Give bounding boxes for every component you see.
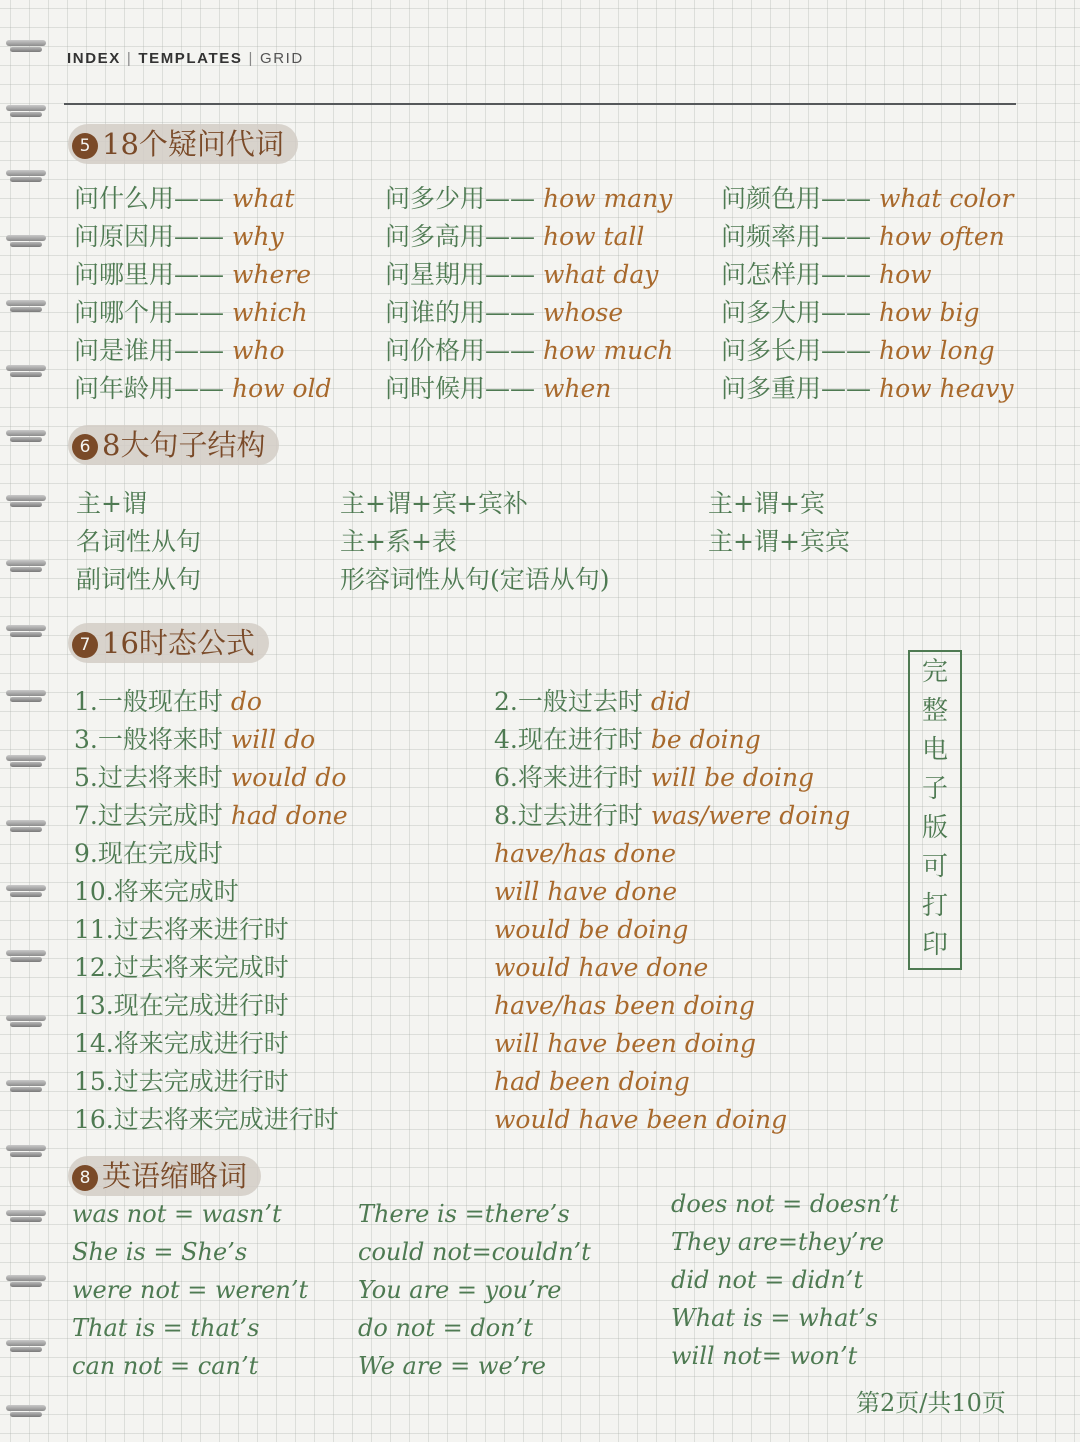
item-en: will be doing (650, 763, 815, 792)
item-en: did (650, 687, 691, 716)
item-en: when (542, 374, 612, 403)
contraction-item: will not= won’t (671, 1342, 858, 1370)
tense-item (74, 762, 346, 794)
binding-ring (6, 34, 46, 56)
item-en: how big (878, 298, 980, 327)
question-word-item (74, 297, 308, 329)
printable-note-box (908, 650, 962, 970)
binding-ring (6, 554, 46, 576)
item-cn: 问谁的用—— (385, 298, 536, 327)
question-word-item (721, 335, 995, 367)
note-char: 子 (921, 774, 948, 804)
question-word-item (721, 221, 1005, 253)
item-en: how many (542, 184, 673, 213)
item-cn: 3.一般将来时 (74, 725, 223, 754)
item-en: do (230, 687, 262, 716)
tense-formula: would have been doing (494, 1105, 788, 1134)
page-number: 第2页/共10页 (856, 1389, 1006, 1417)
contraction-item: They are=they’re (671, 1228, 885, 1256)
sentence-structure: 主+谓+宾 (708, 489, 825, 518)
item-cn: 问原因用—— (74, 222, 225, 251)
contraction-item: was not = wasn’t (72, 1200, 282, 1228)
note-char: 打 (921, 891, 948, 921)
binding-ring (6, 684, 46, 706)
tense-formula: have/has been doing (494, 991, 755, 1020)
item-cn: 1.一般现在时 (74, 687, 223, 716)
binding-ring (6, 99, 46, 121)
section-number: 8 (72, 1165, 98, 1191)
contraction-item: can not = can’t (72, 1352, 259, 1380)
section-title: 18个疑问代词 (102, 127, 284, 161)
binding-ring (6, 489, 46, 511)
binding-ring (6, 1334, 46, 1356)
note-char: 整 (921, 696, 948, 726)
tense-item (74, 724, 315, 756)
tense-name: 9.现在完成时 (74, 839, 223, 868)
item-cn: 问多大用—— (721, 298, 872, 327)
contraction-item: What is = what’s (671, 1304, 878, 1332)
contraction-item: could not=couldn’t (358, 1238, 591, 1266)
tense-formula: will have done (494, 877, 678, 906)
contraction-item: does not = doesn’t (671, 1190, 899, 1218)
tense-item (74, 686, 262, 718)
item-cn: 问多高用—— (385, 222, 536, 251)
tense-name: 11.过去将来进行时 (74, 915, 289, 944)
item-en: how old (231, 374, 332, 403)
question-word-item (385, 297, 623, 329)
section-title: 英语缩略词 (102, 1159, 248, 1193)
section-title: 16时态公式 (102, 626, 255, 660)
binding-ring (6, 619, 46, 641)
item-cn: 问怎样用—— (721, 260, 872, 289)
item-cn: 问颜色用—— (721, 184, 872, 213)
sentence-structure: 形容词性从句(定语从句) (340, 565, 610, 594)
contraction-item: She is = She’s (72, 1238, 248, 1266)
question-word-item (721, 259, 932, 291)
section-heading-7 (68, 623, 269, 663)
tense-name: 10.将来完成时 (74, 877, 239, 906)
binding-ring (6, 879, 46, 901)
tense-name: 14.将来完成进行时 (74, 1029, 289, 1058)
item-en: how tall (542, 222, 645, 251)
header-rule (64, 103, 1016, 105)
item-en: how heavy (878, 374, 1014, 403)
question-word-item (74, 221, 284, 253)
sentence-structure: 主+谓+宾宾 (708, 527, 850, 556)
note-char: 印 (921, 930, 948, 960)
question-word-item (385, 183, 672, 215)
binding-ring (6, 359, 46, 381)
item-cn: 5.过去将来时 (74, 763, 223, 792)
item-en: how much (542, 336, 674, 365)
binding-ring (6, 749, 46, 771)
question-word-item (385, 259, 658, 291)
section-heading-5 (68, 124, 298, 164)
item-cn: 问星期用—— (385, 260, 536, 289)
item-en: where (231, 260, 312, 289)
item-en: who (231, 336, 285, 365)
section-number: 6 (72, 434, 98, 460)
tense-item (494, 724, 761, 756)
tense-item (74, 800, 348, 832)
question-word-item (74, 373, 332, 405)
item-en: would do (230, 763, 347, 792)
note-char: 完 (921, 657, 948, 687)
item-cn: 问频率用—— (721, 222, 872, 251)
note-char: 版 (921, 813, 948, 843)
question-word-item (385, 335, 673, 367)
binding-ring (6, 814, 46, 836)
binding-ring (6, 944, 46, 966)
contraction-item: There is =there’s (358, 1200, 570, 1228)
sentence-structure: 主+系+表 (340, 527, 457, 556)
item-en: which (231, 298, 308, 327)
binding-ring (6, 1139, 46, 1161)
item-cn: 问哪个用—— (74, 298, 225, 327)
item-cn: 问哪里用—— (74, 260, 225, 289)
tense-formula: have/has done (494, 839, 677, 868)
item-cn: 问是谁用—— (74, 336, 225, 365)
binding-ring (6, 294, 46, 316)
tense-item (494, 686, 691, 718)
nav-grid[interactable]: GRID (259, 50, 304, 67)
binding-ring (6, 1204, 46, 1226)
binding-ring (6, 424, 46, 446)
tense-item (494, 800, 850, 832)
question-word-item (74, 335, 285, 367)
tense-formula: would have done (494, 953, 709, 982)
item-cn: 问多重用—— (721, 374, 872, 403)
sentence-structure: 主+谓+宾+宾补 (340, 489, 528, 518)
question-word-item (74, 183, 294, 215)
section-title: 8大句子结构 (102, 428, 266, 462)
item-cn: 问多长用—— (721, 336, 872, 365)
spiral-binding (0, 0, 52, 1442)
item-cn: 6.将来进行时 (494, 763, 643, 792)
item-en: whose (542, 298, 624, 327)
contraction-item: We are = we’re (358, 1352, 546, 1380)
tense-item (494, 762, 814, 794)
nav-templates[interactable]: TEMPLATES (138, 50, 243, 67)
question-word-item (721, 373, 1014, 405)
item-en: had done (230, 801, 348, 830)
tense-formula: had been doing (494, 1067, 690, 1096)
item-cn: 问时候用—— (385, 374, 536, 403)
binding-ring (6, 1074, 46, 1096)
section-heading-6 (68, 425, 279, 465)
tense-name: 16.过去将来完成进行时 (74, 1105, 339, 1134)
item-en: how (878, 260, 932, 289)
item-en: what day (542, 260, 659, 289)
binding-ring (6, 229, 46, 251)
item-cn: 问价格用—— (385, 336, 536, 365)
nav-index[interactable]: INDEX (67, 50, 121, 67)
contraction-item: You are = you’re (358, 1276, 562, 1304)
item-en: will do (230, 725, 316, 754)
item-en: what (231, 184, 295, 213)
tense-name: 15.过去完成进行时 (74, 1067, 289, 1096)
contraction-item: do not = don’t (358, 1314, 533, 1342)
item-en: what color (878, 184, 1014, 213)
nav-separator: | (248, 50, 254, 67)
item-cn: 8.过去进行时 (494, 801, 643, 830)
tense-name: 13.现在完成进行时 (74, 991, 289, 1020)
item-en: how long (878, 336, 995, 365)
item-cn: 问年龄用—— (74, 374, 225, 403)
section-heading-8 (68, 1156, 261, 1196)
binding-ring (6, 164, 46, 186)
tense-formula: would be doing (494, 915, 689, 944)
sentence-structure: 主+谓 (76, 489, 147, 518)
sentence-structure: 副词性从句 (76, 565, 202, 594)
binding-ring (6, 1009, 46, 1031)
binding-ring (6, 1399, 46, 1421)
question-word-item (721, 297, 979, 329)
item-cn: 4.现在进行时 (494, 725, 643, 754)
question-word-item (385, 221, 644, 253)
nav-separator: | (126, 50, 133, 67)
item-cn: 2.一般过去时 (494, 687, 643, 716)
item-en: be doing (650, 725, 761, 754)
sentence-structure: 名词性从句 (76, 527, 202, 556)
question-word-item (74, 259, 311, 291)
note-char: 电 (921, 735, 948, 765)
question-word-item (385, 373, 611, 405)
top-nav (67, 50, 304, 67)
item-cn: 问什么用—— (74, 184, 225, 213)
note-char: 可 (921, 852, 948, 882)
binding-ring (6, 1269, 46, 1291)
section-number: 5 (72, 133, 98, 159)
section-number: 7 (72, 632, 98, 658)
contraction-item: did not = didn’t (671, 1266, 864, 1294)
question-word-item (721, 183, 1013, 215)
contraction-item: were not = weren’t (72, 1276, 309, 1304)
tense-formula: will have been doing (494, 1029, 756, 1058)
item-en: was/were doing (650, 801, 851, 830)
item-cn: 问多少用—— (385, 184, 536, 213)
item-en: how often (878, 222, 1005, 251)
tense-name: 12.过去将来完成时 (74, 953, 289, 982)
contraction-item: That is = that’s (72, 1314, 260, 1342)
item-en: why (231, 222, 284, 251)
item-cn: 7.过去完成时 (74, 801, 223, 830)
